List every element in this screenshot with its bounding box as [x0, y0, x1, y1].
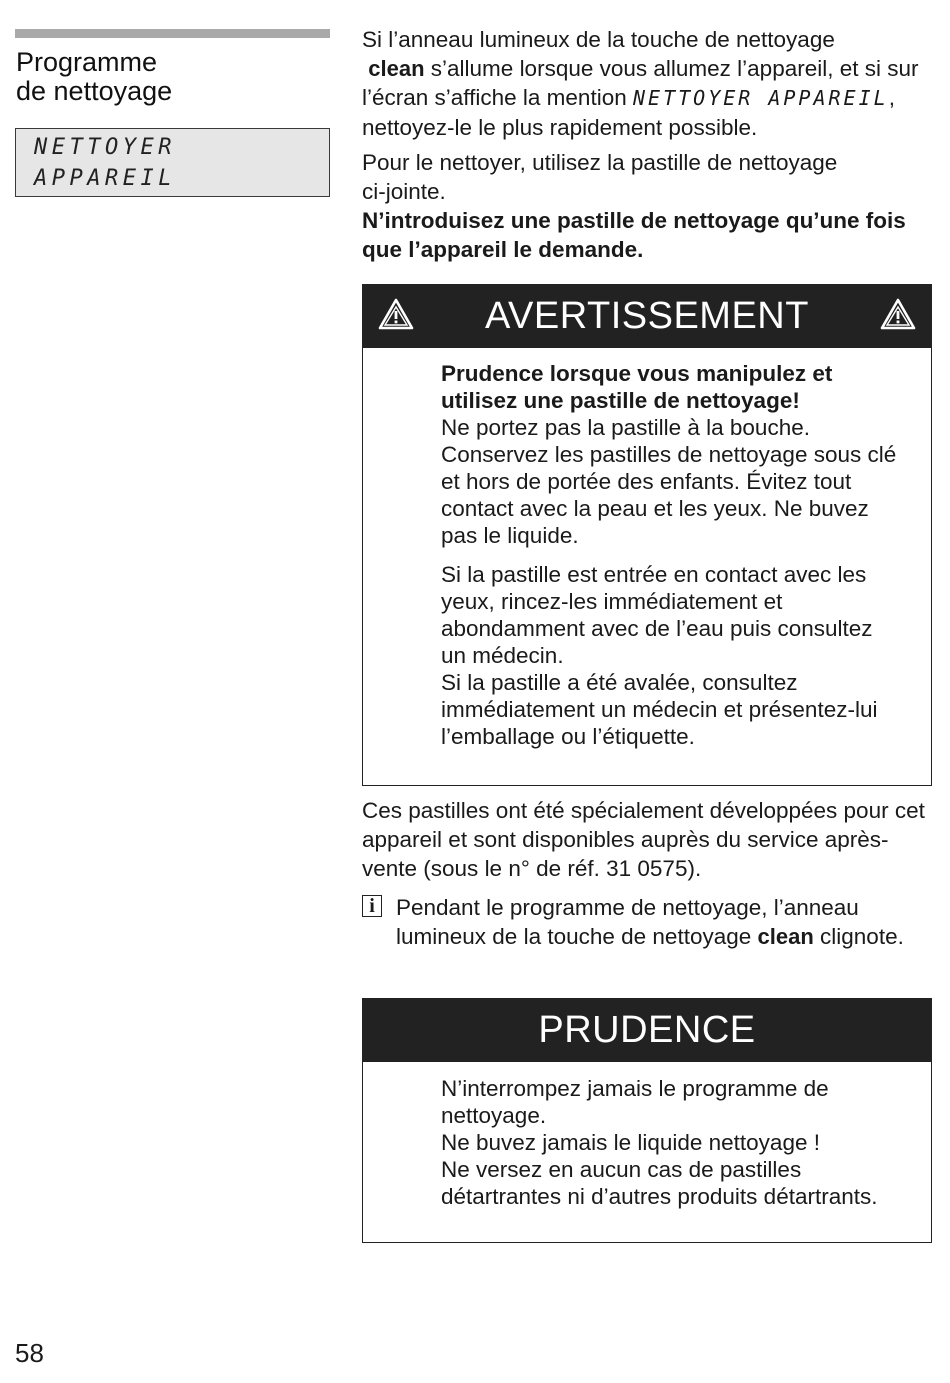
sidebar [15, 29, 330, 197]
warning-triangle-icon [880, 298, 916, 330]
section-title-line2: de nettoyage [16, 76, 173, 106]
warning-bold-line: Prudence lorsque vous manipulez et utilisez une pastille de nettoyage! [441, 361, 833, 413]
info-note [362, 893, 932, 951]
display-line1: NETTOYER [34, 135, 176, 160]
warning-triangle-icon [378, 298, 414, 330]
display-line2: APPAREIL [34, 166, 176, 191]
intro-p1-a: Si l’anneau lumineux de la touche de nettoyage [362, 27, 835, 52]
warning-box [362, 284, 932, 786]
clean-key-label: clean [368, 56, 425, 81]
top-rule [15, 29, 330, 38]
info-text-b: clignote. [813, 924, 904, 949]
caution-body [363, 1062, 931, 1216]
warning-text-1: Ne portez pas la pastille à la bouche. Conservez les pastilles de nettoyage sous clé et hors de portée des enfants. Évitez tout contact avec la peau et les yeux. Ne buvez pas le liquide. [441, 415, 897, 548]
section-title-line1: Programme [16, 47, 158, 77]
warning-body [363, 348, 931, 756]
display-screen [15, 128, 330, 197]
caution-title: PRUDENCE [538, 1008, 756, 1051]
intro-text [362, 25, 932, 264]
caution-line-3: Ne versez en aucun cas de pastilles détartrantes ni d’autres produits détartrants. [441, 1157, 878, 1209]
warning-text-3: Si la pastille a été avalée, consultez immédiatement un médecin et présentez-lui l’emballage ou l’étiquette. [441, 670, 878, 749]
info-text [396, 893, 932, 951]
caution-line-2: Ne buvez jamais le liquide nettoyage ! [441, 1130, 820, 1155]
warning-header [362, 284, 932, 348]
intro-paragraph-3: N’introduisez une pastille de nettoyage qu’une fois que l’appareil le demande. [362, 208, 906, 262]
warning-title: AVERTISSEMENT [485, 294, 809, 337]
availability-text [362, 796, 932, 883]
intro-paragraph-2: Pour le nettoyer, utilisez la pastille de nettoyage ci-jointe. [362, 150, 838, 204]
section-title [16, 48, 330, 106]
display-message: NETTOYER APPAREIL [632, 86, 889, 110]
caution-header [362, 998, 932, 1062]
intro-p1-c: , nettoyez-le le plus rapidement possible. [362, 85, 895, 140]
clean-key-label: clean [757, 924, 814, 949]
intro-paragraph-1 [362, 25, 932, 142]
caution-line-1: N’interrompez jamais le programme de nettoyage. [441, 1076, 829, 1128]
availability-paragraph: Ces pastilles ont été spécialement développées pour cet appareil et sont disponibles auprès du service après-vente (sous le n° de réf. 31 0575). [362, 798, 925, 881]
caution-box [362, 998, 932, 1243]
info-icon: i [362, 895, 382, 917]
page-number: 58 [15, 1338, 44, 1368]
intro-p1-b: s’allume lorsque vous allumez l’appareil, et si sur l’écran s’affiche la mention [362, 56, 919, 110]
warning-text-2: Si la pastille est entrée en contact avec les yeux, rincez-les immédiatement et abondamment avec de l’eau puis consultez un médecin. [441, 562, 873, 668]
info-text-a: Pendant le programme de nettoyage, l’anneau lumineux de la touche de nettoyage [396, 895, 859, 949]
